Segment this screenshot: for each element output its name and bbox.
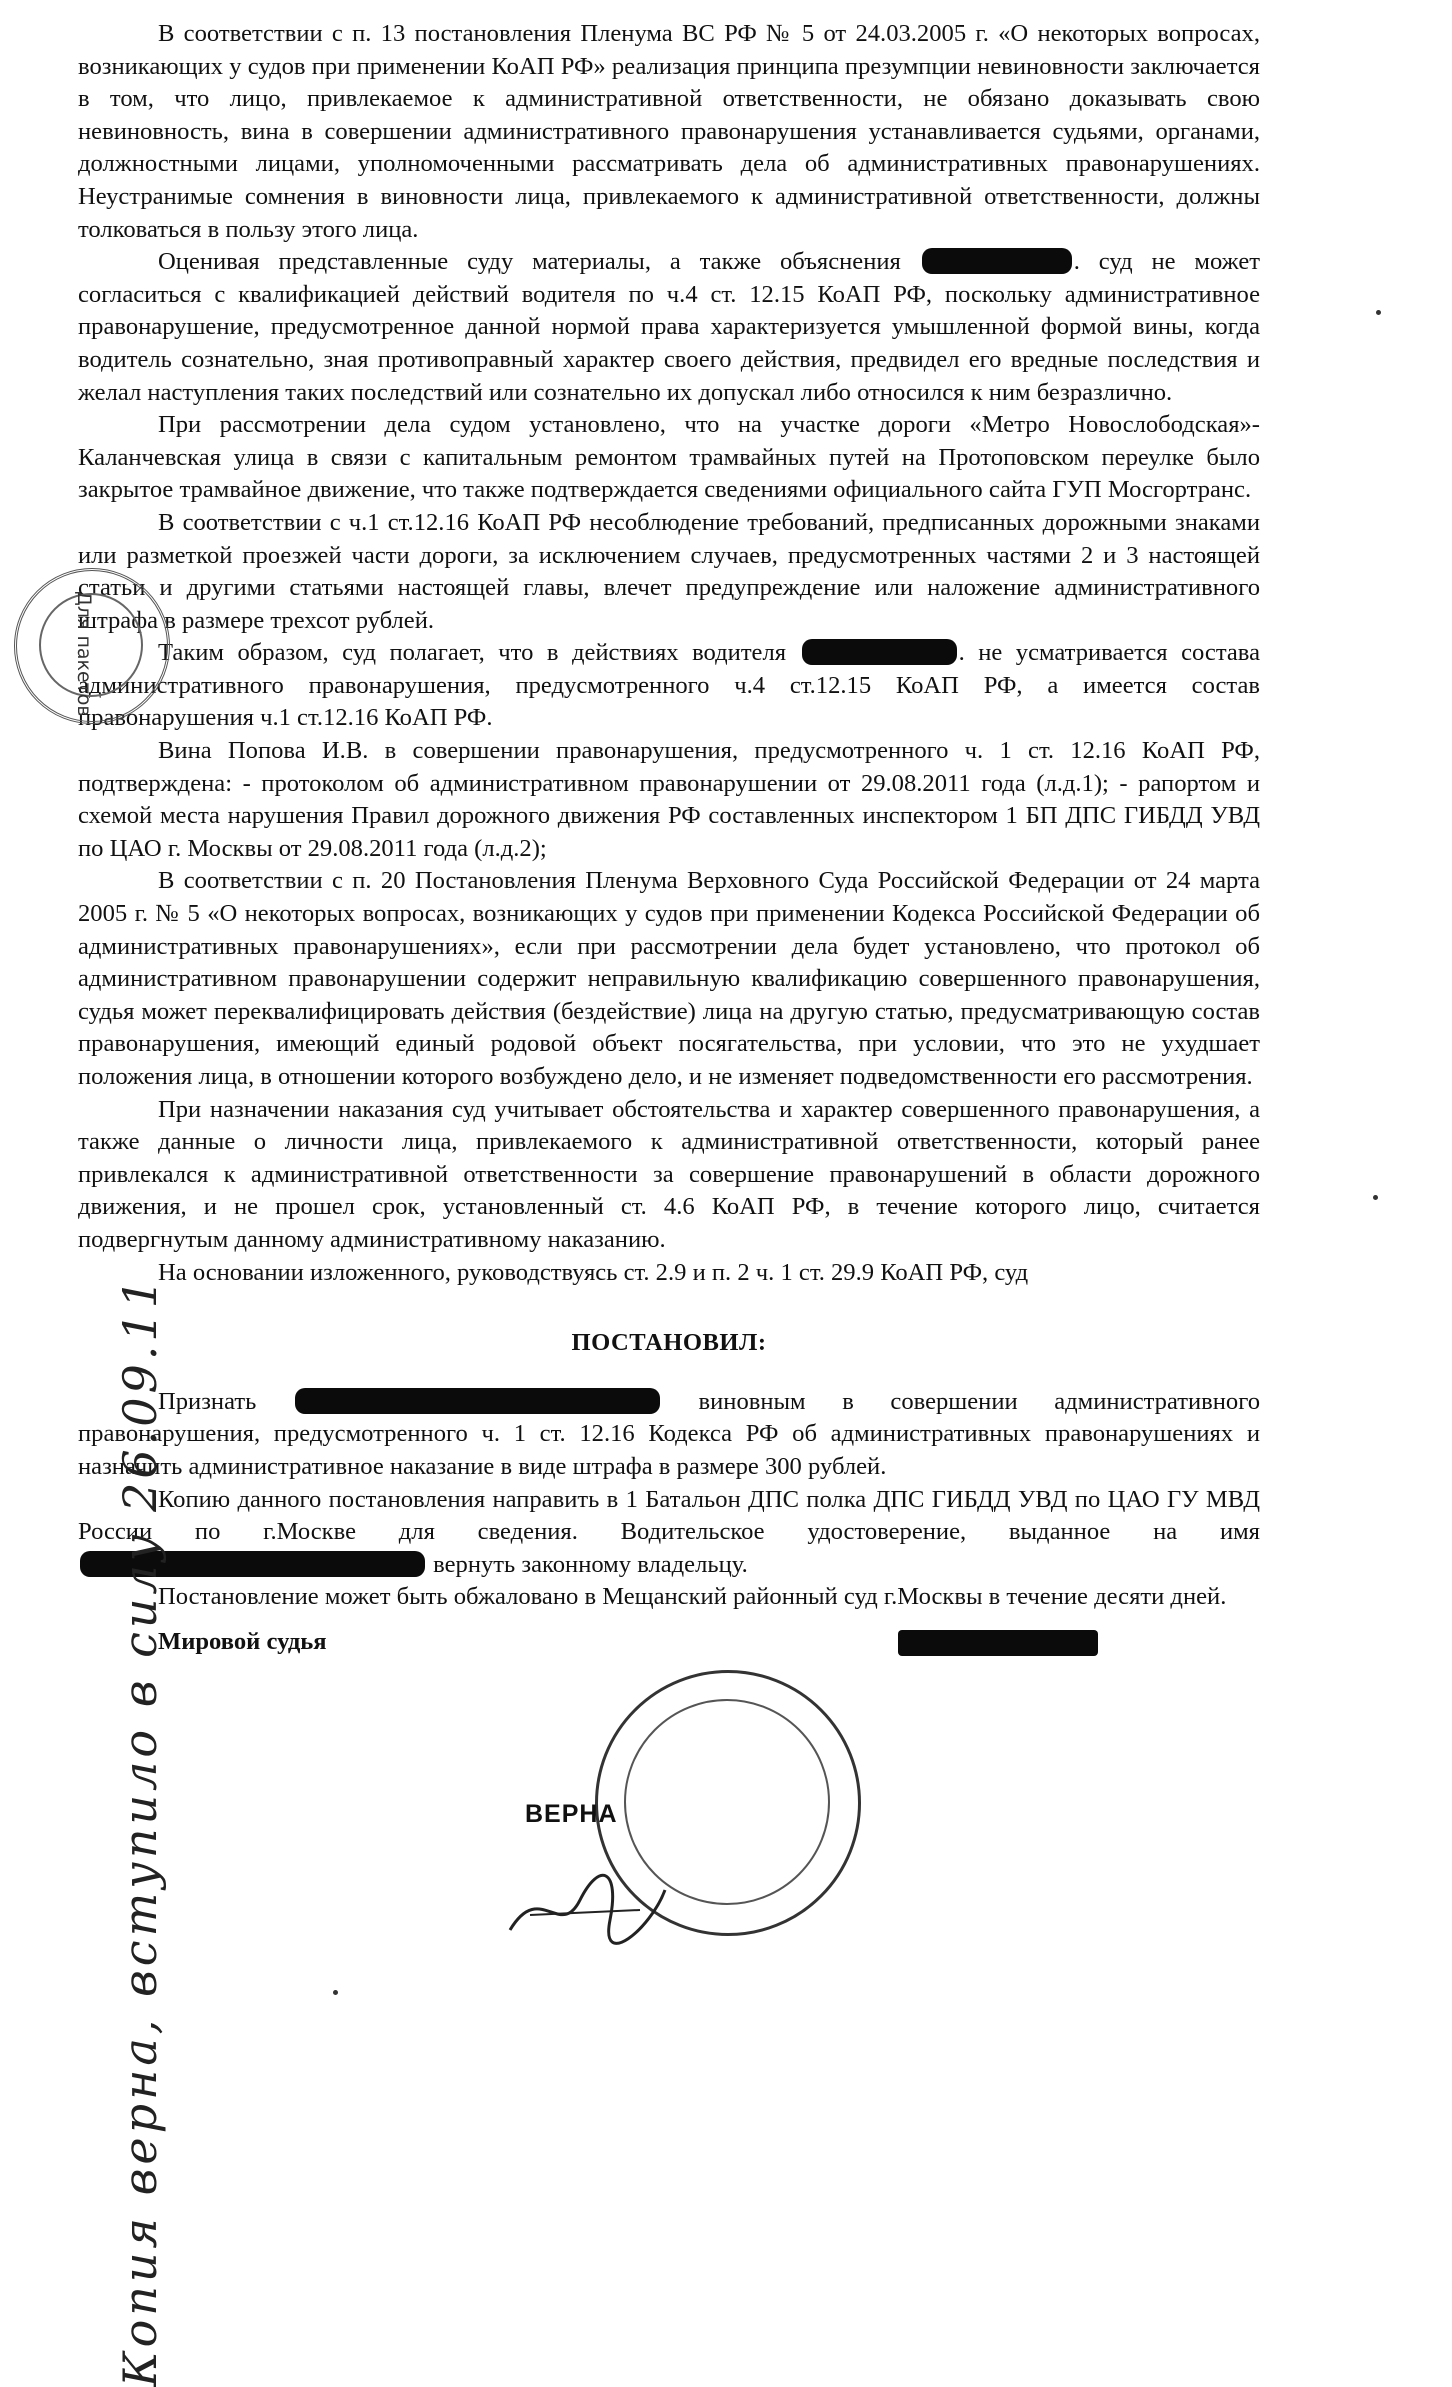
paragraph-conclusion: [78, 637, 1260, 735]
paragraph-conclusion-start: Таким образом, суд полагает, что в действиях водителя: [158, 639, 787, 667]
paragraph-appeal: Постановление может быть обжаловано в Мещанский районный суд г.Москвы в течение десяти дней.: [158, 1583, 1227, 1611]
scan-speck: [333, 1990, 338, 1995]
paragraph-court-established: При рассмотрении дела судом установлено, что на участке дороги «Метро Новослободская»-Каланчевская улица в связи с капитальным ремонтом трамвайных путей на Протоповском переулке было закрытое трамвайное движение, что также подтверждается сведениями официального сайта ГУП Мосгортранс.: [78, 411, 1260, 504]
paragraph-conclusion-end: . не усматривается состава административного правонарушения, предусмотренного ч.4 ст.12.15 КоАП РФ, а имеется состав правонарушения ч.1 ст.12.16 КоАП РФ.: [78, 639, 1260, 732]
redacted-name: [922, 248, 1072, 274]
paragraph-qualification: [78, 246, 1260, 409]
handwritten-signature-icon: [500, 1860, 670, 1950]
redacted-name: [802, 639, 957, 665]
scan-speck: [1376, 310, 1381, 315]
left-stamp-text: Для пакетов: [73, 591, 95, 717]
paragraph-plenum-20: В соответствии с п. 20 Постановления Пленума Верховного Суда Российской Федерации от 24 марта 2005 г. № 5 «О некоторых вопросах, возникающих у судов при применении Кодекса Российской Федерации об административных правонарушениях», если при рассмотрении дела будет установлено, что протокол об административном правонарушении содержит неправильную квалификацию совершенного правонарушения, судья может переквалифицировать действия (бездействие) лица на другую статью, предусматривающую состав правонарушения, имеющий единый родовой объект посягательства, при условии, что это не ухудшает положения лица, в отношении которого возбуждено дело, и не изменяет подведомственности его рассмотрения.: [78, 867, 1260, 1090]
verna-stamp-text: ВЕРНА: [525, 1800, 618, 1828]
document-body: [78, 18, 1260, 1659]
redacted-judge-name: [898, 1630, 1098, 1656]
paragraph-copy-start: Копию данного постановления направить в 1 Батальон ДПС полка ДПС ГИБДД УВД по ЦАО ГУ МВД России по г.Москве для сведения. Водительское удостоверение, выданное на имя: [78, 1485, 1260, 1546]
paragraph-plenum-13: В соответствии с п. 13 постановления Пленума ВС РФ № 5 от 24.03.2005 г. «О некоторых вопросах, возникающих у судов при применении КоАП РФ» реализация принципа презумпции невиновности заключается в том, что лицо, привлекаемое к административной ответственности, не обязано доказывать свою невиновность, вина в совершении административного правонарушения устанавливается судьями, органами, должностными лицами, уполномоченными рассматривать дела об административных правонарушениях. Неустранимые сомнения в виновности лица, привлекаемого к административной ответственности, должны толковаться в пользу этого лица.: [78, 20, 1260, 243]
paragraph-verdict-start: Признать: [158, 1387, 257, 1415]
paragraph-copy: [78, 1484, 1260, 1582]
paragraph-article-12-16: В соответствии с ч.1 ст.12.16 КоАП РФ несоблюдение требований, предписанных дорожными знаками или разметкой проезжей части дороги, за исключением случаев, предусмотренных частями 2 и 3 настоящей статьи и другими статьями настоящей главы, влечет предупреждение или наложение административного штрафа в размере трехсот рублей.: [78, 508, 1260, 634]
paragraph-punishment: При назначении наказания суд учитывает обстоятельства и характер совершенного правонарушения, а также данные о личности лица, привлекаемого к административной ответственности, который ранее привлекался к административной ответственности за совершение правонарушений в области дорожного движения, и не прошел срок, установленный ст. 4.6 КоАП РФ, в течение которого лицо, считается подвергнутым данному административному наказанию.: [78, 1095, 1260, 1253]
paragraph-verdict: [78, 1386, 1260, 1484]
redacted-name: [295, 1388, 660, 1414]
paragraph-guilt-evidence: Вина Попова И.В. в совершении правонарушения, предусмотренного ч. 1 ст. 12.16 КоАП РФ, подтверждена: - протоколом об административном правонарушении от 29.08.2011 года (л.д.1); - рапортом и схемой места нарушения Правил дорожного движения РФ составленных инспектором 1 БП ДПС ГИБДД УВД по ЦАО г. Москвы от 29.08.2011 года (л.д.2);: [78, 737, 1260, 862]
paragraph-basis: На основании изложенного, руководствуясь ст. 2.9 и п. 2 ч. 1 ст. 29.9 КоАП РФ, суд: [158, 1258, 1029, 1286]
paragraph-qualification-start: Оценивая представленные суду материалы, а также объяснения: [158, 248, 901, 276]
resolution-heading: ПОСТАНОВИЛ:: [571, 1329, 767, 1357]
paragraph-copy-end: вернуть законному владельцу.: [433, 1550, 748, 1578]
paragraph-qualification-end: . суд не может согласиться с квалификацией действий водителя по ч.4 ст. 12.15 КоАП РФ, поскольку административное правонарушение, предусмотренное данной нормой права характеризуется умышленной формой вины, когда водитель сознательно, зная противоправный характер своего действия, предвидел его вредные последствия и желал наступления таких последствий или сознательно их допускал либо относился к ним безразлично.: [78, 248, 1260, 406]
paragraph-verdict-end: виновным в совершении административного правонарушения, предусмотренного ч. 1 ст. 12.16 Кодекса РФ об административных правонарушениях и назначить административное наказание в виде штрафа в размере 300 рублей.: [78, 1387, 1260, 1480]
scan-speck: [1373, 1195, 1378, 1200]
signature-line: [78, 1626, 1260, 1659]
handwritten-margin-note: Копия верна, вступило в силу 26.09.11: [113, 1275, 167, 2387]
signature-label: Мировой судья: [158, 1627, 327, 1655]
